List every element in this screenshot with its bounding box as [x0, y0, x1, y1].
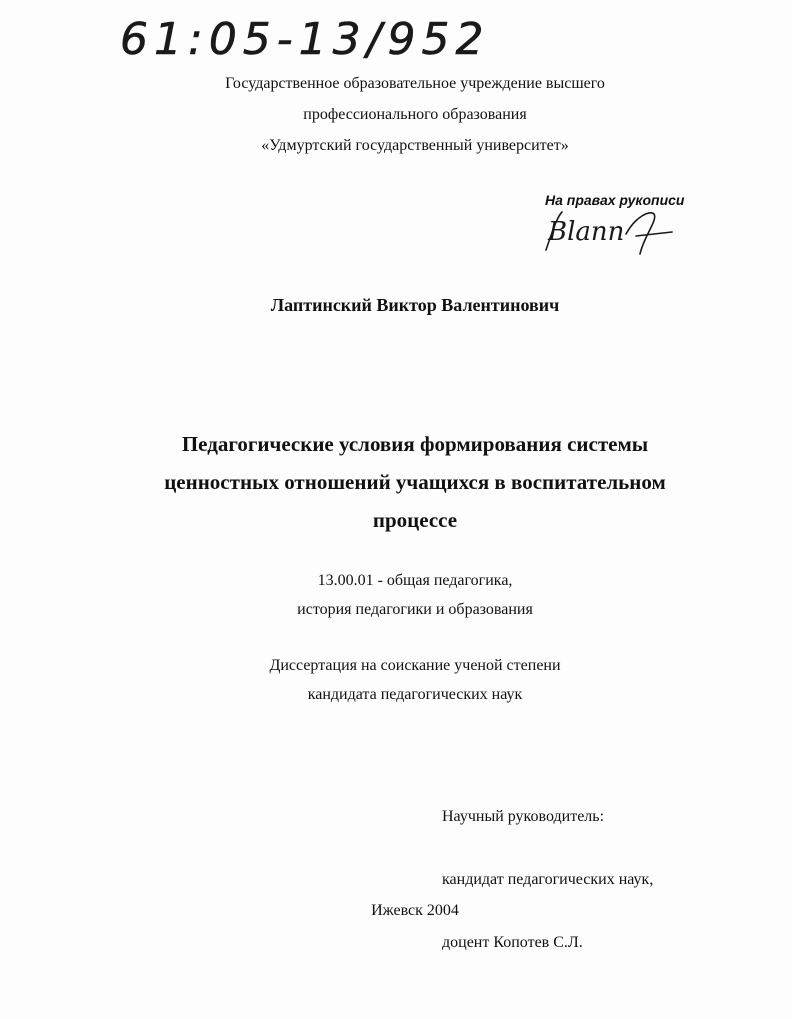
author-name: Лаптинский Виктор Валентинович	[270, 295, 560, 315]
supervisor-line-1: Научный руководитель:	[442, 808, 605, 825]
rights-note: На правах рукописи	[545, 192, 685, 208]
institution-block	[160, 68, 670, 161]
title-line-2: ценностных отношений учащихся в воспитательном	[164, 470, 666, 494]
title-line-3: процессе	[372, 508, 458, 532]
supervisor-line-3: доцент Копотев С.Л.	[442, 934, 583, 951]
degree-line-2: кандидата педагогических наук	[307, 686, 523, 703]
archive-code-text: 61:05-13/952	[120, 14, 490, 64]
handwritten-archive-code	[118, 6, 498, 64]
specialty-block	[160, 566, 670, 624]
title-line-1: Педагогические условия формирования системы	[181, 432, 649, 456]
specialty-line-1: 13.00.01 - общая педагогика,	[317, 572, 513, 589]
signature-text: Blann	[548, 217, 625, 247]
institution-line-1: Государственное образовательное учреждение высшего	[225, 75, 605, 92]
city-year: Ижевск 2004	[371, 902, 459, 919]
specialty-line-2: история педагогики и образования	[297, 601, 533, 618]
signature	[540, 206, 680, 258]
degree-block	[160, 651, 670, 709]
dissertation-title	[110, 425, 720, 539]
institution-line-3: «Удмуртский государственный университет»	[261, 137, 569, 154]
degree-line-1: Диссертация на соискание ученой степени	[269, 657, 561, 674]
institution-line-2: профессионального образования	[303, 106, 527, 123]
supervisor-block	[442, 764, 762, 995]
supervisor-line-2: кандидат педагогических наук,	[442, 871, 654, 888]
